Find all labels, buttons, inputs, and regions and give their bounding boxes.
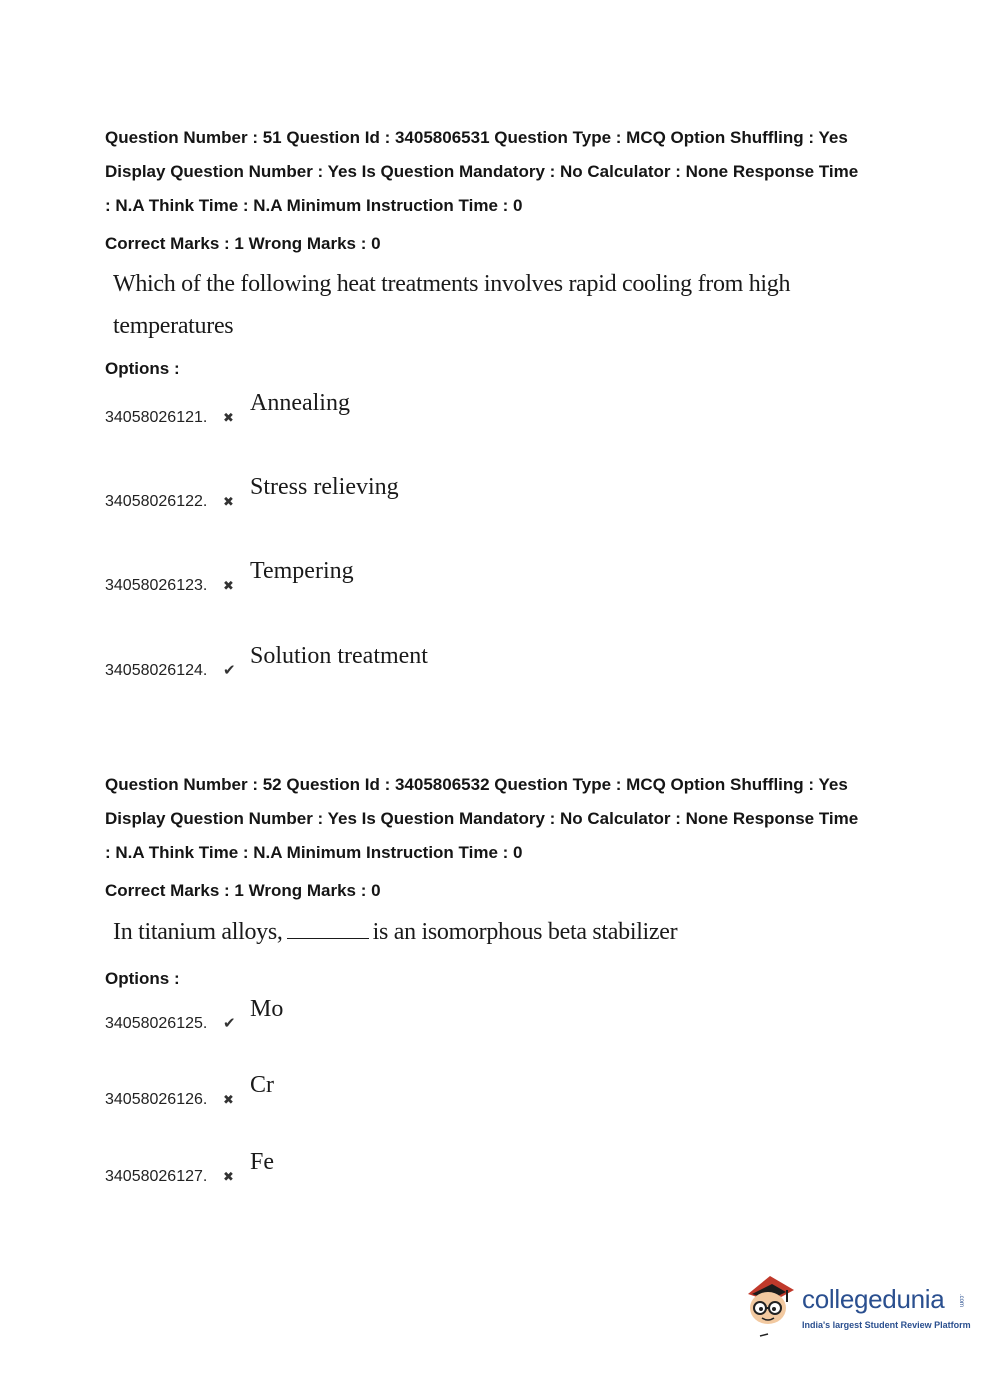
option-text: Mo xyxy=(250,996,284,1022)
option-text: Annealing xyxy=(250,390,350,416)
question-text-part: is an isomorphous beta stabilizer xyxy=(372,919,678,945)
question-51-metadata xyxy=(105,121,915,223)
collegedunia-logo xyxy=(742,1272,972,1342)
option-id: 34058026121. xyxy=(105,409,208,426)
check-icon: ✔ xyxy=(223,1014,236,1032)
option-text: Fe xyxy=(250,1149,274,1175)
option-id: 34058026125. xyxy=(105,1015,208,1032)
cross-icon: ✖ xyxy=(223,495,234,510)
logo-domain-suffix: .com xyxy=(958,1294,964,1308)
question-51-marks: Correct Marks : 1 Wrong Marks : 0 xyxy=(105,234,381,253)
option-item-correct xyxy=(105,993,605,1033)
fill-in-blank xyxy=(287,920,369,939)
cross-icon: ✖ xyxy=(223,1093,234,1108)
check-icon: ✔ xyxy=(223,661,236,679)
question-text-line: Which of the following heat treatments involves rapid cooling from high xyxy=(113,271,791,297)
question-text-part: In titanium alloys, xyxy=(113,919,283,945)
question-51-options-label: Options : xyxy=(105,359,180,378)
cross-icon: ✖ xyxy=(223,1170,234,1185)
question-52-metadata xyxy=(105,768,915,870)
question-meta-line: : N.A Think Time : N.A Minimum Instruction Time : 0 xyxy=(105,196,523,215)
option-text: Stress relieving xyxy=(250,474,399,500)
option-id: 34058026122. xyxy=(105,493,208,510)
question-51-text xyxy=(113,263,790,347)
question-meta-line: : N.A Think Time : N.A Minimum Instruction Time : 0 xyxy=(105,843,523,862)
option-item xyxy=(105,555,605,595)
option-text: Solution treatment xyxy=(250,643,428,669)
question-52-text xyxy=(113,911,677,953)
question-text-line: temperatures xyxy=(113,313,234,339)
question-52-marks: Correct Marks : 1 Wrong Marks : 0 xyxy=(105,881,381,900)
cross-icon: ✖ xyxy=(223,411,234,426)
question-52-options-label: Options : xyxy=(105,969,180,988)
cross-icon: ✖ xyxy=(223,579,234,594)
option-id: 34058026126. xyxy=(105,1091,208,1108)
option-item xyxy=(105,471,605,511)
option-text: Tempering xyxy=(250,558,354,584)
option-item xyxy=(105,1069,605,1109)
option-item-correct xyxy=(105,640,605,680)
question-meta-line: Display Question Number : Yes Is Question Mandatory : No Calculator : None Response Time xyxy=(105,809,859,828)
logo-tagline: India's largest Student Review Platform xyxy=(802,1320,971,1330)
mascot-icon xyxy=(742,1272,800,1338)
question-meta-line: Question Number : 51 Question Id : 3405806531 Question Type : MCQ Option Shuffling : Yes xyxy=(105,128,848,147)
option-item xyxy=(105,387,605,427)
option-text: Cr xyxy=(250,1072,274,1098)
option-id: 34058026123. xyxy=(105,577,208,594)
option-id: 34058026124. xyxy=(105,662,208,679)
logo-wordmark: collegedunia xyxy=(802,1284,945,1314)
option-id: 34058026127. xyxy=(105,1168,208,1185)
question-meta-line: Question Number : 52 Question Id : 3405806532 Question Type : MCQ Option Shuffling : Yes xyxy=(105,775,848,794)
question-meta-line: Display Question Number : Yes Is Question Mandatory : No Calculator : None Response Time xyxy=(105,162,859,181)
option-item xyxy=(105,1146,605,1186)
